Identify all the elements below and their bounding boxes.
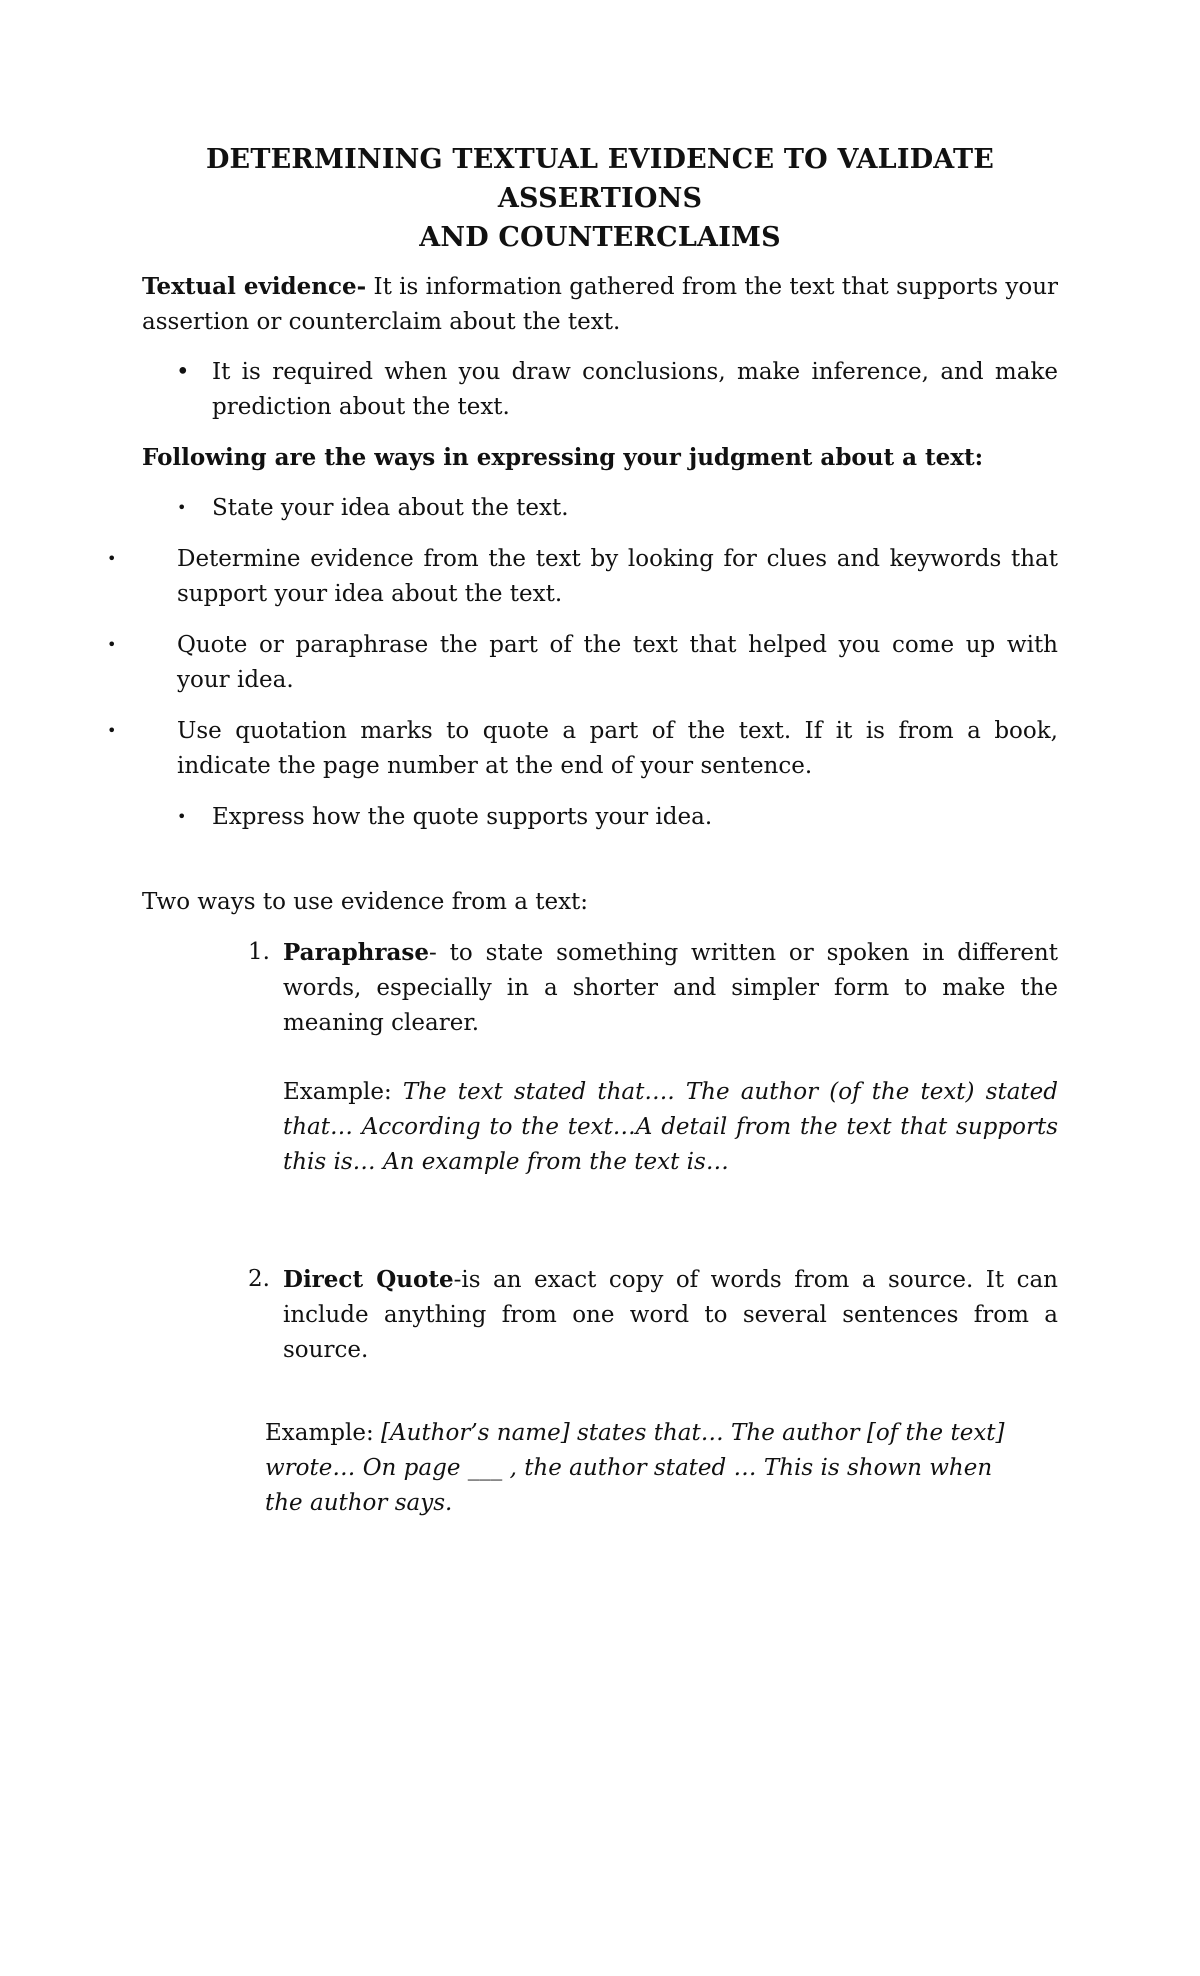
bullet-icon: • (177, 807, 187, 826)
ways-bullet-text: Quote or paraphrase the part of the text that helped you come up with your idea. (177, 632, 1058, 693)
ways-bullet-item (142, 490, 1058, 526)
numbered-item-direct-quote (248, 1262, 1058, 1368)
ways-bullet-item (107, 713, 1058, 784)
example-label: Example: (265, 1420, 382, 1446)
bullet-icon: • (176, 359, 190, 385)
main-bullet-item (142, 355, 1058, 425)
paraphrase-example (283, 1075, 1058, 1180)
ways-bullet-item (107, 541, 1058, 612)
direct-quote-example (265, 1416, 1005, 1521)
item-definition: - to state something written or spoken in different words, especially in a shorter and simpler form to make the meaning clearer. (283, 940, 1058, 1036)
example-text: The text stated that…. The author (of the text) stated that… According to the text…A detail from the text that supports this is… An example from the text is… (283, 1079, 1058, 1175)
item-number: 2. (248, 1266, 270, 1292)
spacer (142, 850, 1058, 885)
title-line-1: DETERMINING TEXTUAL EVIDENCE TO VALIDATE ASSERTIONS (205, 144, 995, 214)
item-term: Paraphrase (283, 939, 430, 966)
ways-bullet-item (142, 799, 1058, 835)
ways-bullet-text: Express how the quote supports your idea. (212, 804, 713, 830)
item-term: Direct Quote (283, 1266, 454, 1293)
ways-bullet-text: Determine evidence from the text by looking for clues and keywords that support your idea about the text. (177, 546, 1058, 607)
ways-bullet-text: Use quotation marks to quote a part of the text. If it is from a book, indicate the page number at the end of your sentence. (177, 718, 1058, 779)
bullet-icon: • (107, 635, 117, 654)
bullet-icon: • (107, 549, 117, 568)
example-text: [Author’s name] states that… The author [of the text] wrote… On page ___ , the author stated … This is shown when the author says. (265, 1420, 1005, 1516)
bullet-icon: • (177, 498, 187, 517)
page-title (142, 140, 1058, 257)
example-label: Example: (283, 1079, 403, 1105)
item-number: 1. (248, 939, 270, 965)
item-definition: -is an exact copy of words from a source. It can include anything from one word to several sentences from a source. (283, 1267, 1058, 1363)
two-ways-intro: Two ways to use evidence from a text: (142, 889, 589, 915)
definition-term: Textual evidence- (142, 273, 367, 300)
title-line-2: AND COUNTERCLAIMS (419, 222, 781, 253)
spacer (142, 1180, 1058, 1262)
numbered-item-paraphrase (248, 935, 1058, 1041)
ways-heading: Following are the ways in expressing your judgment about a text: (142, 444, 984, 471)
ways-bullet-text: State your idea about the text. (212, 495, 569, 521)
bullet-icon: • (107, 721, 117, 740)
main-bullet-text: It is required when you draw conclusions, make inference, and make prediction about the text. (212, 359, 1058, 420)
ways-bullet-item (107, 627, 1058, 698)
definition-paragraph (142, 269, 1058, 340)
definition-text: It is information gathered from the text that supports your assertion or counterclaim about the text. (142, 274, 1059, 335)
